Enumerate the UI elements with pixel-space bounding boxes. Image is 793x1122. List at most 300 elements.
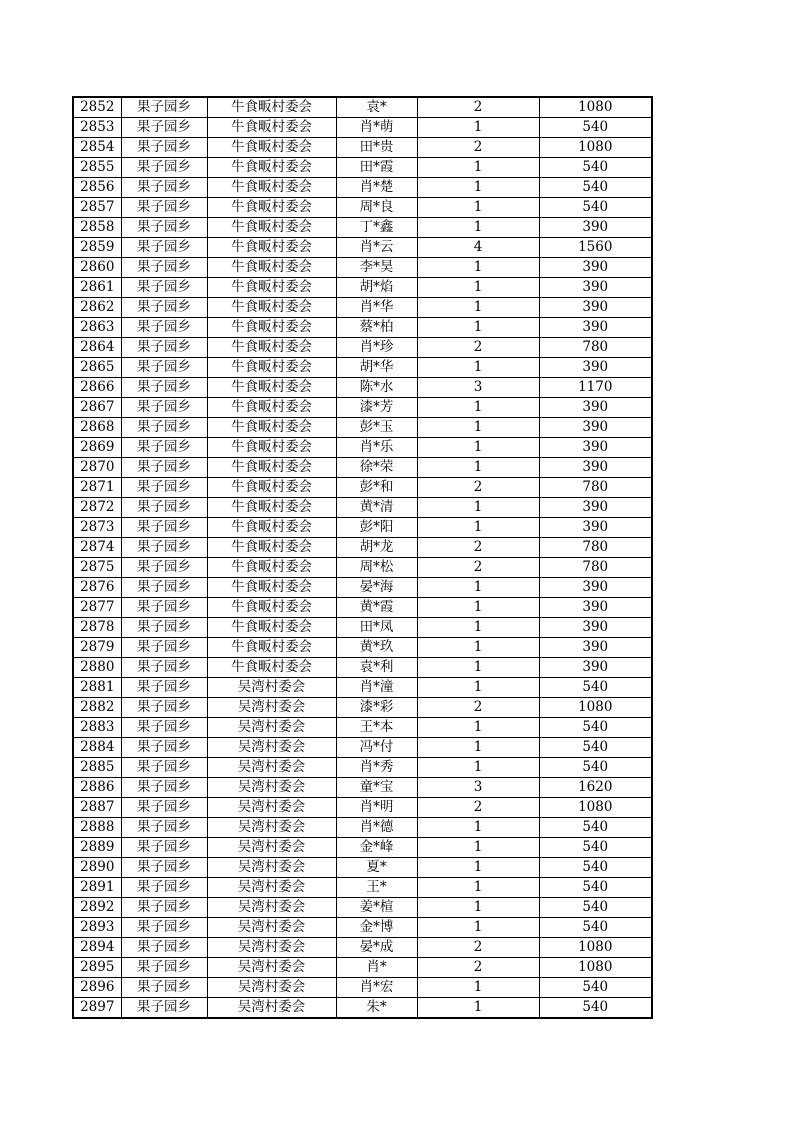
cell-amount: 540	[539, 758, 652, 778]
cell-count: 1	[417, 838, 539, 858]
cell-amount: 390	[539, 218, 652, 238]
cell-township: 果子园乡	[121, 678, 207, 698]
cell-amount: 390	[539, 638, 652, 658]
cell-count: 2	[417, 698, 539, 718]
table-row	[73, 798, 652, 818]
cell-village: 牛食畈村委会	[207, 278, 336, 298]
cell-township: 果子园乡	[121, 558, 207, 578]
cell-township: 果子园乡	[121, 178, 207, 198]
cell-township: 果子园乡	[121, 658, 207, 678]
cell-amount: 540	[539, 198, 652, 218]
cell-village: 牛食畈村委会	[207, 578, 336, 598]
cell-name: 胡*华	[336, 358, 417, 378]
cell-name: 肖*乐	[336, 438, 417, 458]
cell-village: 牛食畈村委会	[207, 258, 336, 278]
cell-amount: 540	[539, 918, 652, 938]
table-row	[73, 918, 652, 938]
cell-village: 吴湾村委会	[207, 738, 336, 758]
cell-amount: 1170	[539, 378, 652, 398]
cell-township: 果子园乡	[121, 698, 207, 718]
cell-township: 果子园乡	[121, 318, 207, 338]
table-row	[73, 218, 652, 238]
cell-township: 果子园乡	[121, 418, 207, 438]
cell-amount: 1080	[539, 698, 652, 718]
cell-amount: 540	[539, 978, 652, 998]
cell-township: 果子园乡	[121, 798, 207, 818]
table-row	[73, 698, 652, 718]
cell-serial: 2897	[73, 998, 121, 1019]
cell-name: 肖*萌	[336, 118, 417, 138]
table-row	[73, 598, 652, 618]
table-row	[73, 118, 652, 138]
cell-name: 肖*华	[336, 298, 417, 318]
cell-village: 吴湾村委会	[207, 858, 336, 878]
cell-township: 果子园乡	[121, 578, 207, 598]
cell-count: 2	[417, 798, 539, 818]
cell-count: 1	[417, 618, 539, 638]
cell-township: 果子园乡	[121, 618, 207, 638]
cell-township: 果子园乡	[121, 498, 207, 518]
table-row	[73, 178, 652, 198]
cell-count: 1	[417, 438, 539, 458]
cell-village: 吴湾村委会	[207, 978, 336, 998]
cell-village: 牛食畈村委会	[207, 458, 336, 478]
table-row	[73, 838, 652, 858]
cell-count: 1	[417, 878, 539, 898]
cell-name: 童*宝	[336, 778, 417, 798]
cell-name: 袁*利	[336, 658, 417, 678]
cell-serial: 2855	[73, 158, 121, 178]
cell-count: 3	[417, 378, 539, 398]
cell-name: 丁*鑫	[336, 218, 417, 238]
cell-serial: 2858	[73, 218, 121, 238]
cell-amount: 780	[539, 538, 652, 558]
table-row	[73, 618, 652, 638]
table-row	[73, 638, 652, 658]
cell-name: 黄*玖	[336, 638, 417, 658]
table-row	[73, 378, 652, 398]
cell-village: 吴湾村委会	[207, 678, 336, 698]
cell-township: 果子园乡	[121, 918, 207, 938]
table-row	[73, 978, 652, 998]
cell-township: 果子园乡	[121, 838, 207, 858]
cell-serial: 2887	[73, 798, 121, 818]
cell-count: 2	[417, 958, 539, 978]
table-row	[73, 298, 652, 318]
cell-amount: 1080	[539, 938, 652, 958]
cell-serial: 2896	[73, 978, 121, 998]
table-row	[73, 778, 652, 798]
cell-name: 李*昊	[336, 258, 417, 278]
cell-serial: 2880	[73, 658, 121, 678]
cell-village: 吴湾村委会	[207, 838, 336, 858]
cell-village: 牛食畈村委会	[207, 238, 336, 258]
cell-count: 1	[417, 738, 539, 758]
cell-count: 1	[417, 658, 539, 678]
table-row	[73, 158, 652, 178]
cell-name: 漆*彩	[336, 698, 417, 718]
cell-village: 牛食畈村委会	[207, 158, 336, 178]
cell-name: 肖*云	[336, 238, 417, 258]
table-row	[73, 578, 652, 598]
cell-village: 牛食畈村委会	[207, 358, 336, 378]
cell-serial: 2862	[73, 298, 121, 318]
roster-body	[73, 97, 652, 1018]
cell-name: 王*本	[336, 718, 417, 738]
cell-count: 1	[417, 898, 539, 918]
cell-count: 2	[417, 97, 539, 118]
cell-amount: 1560	[539, 238, 652, 258]
cell-amount: 390	[539, 398, 652, 418]
cell-amount: 390	[539, 278, 652, 298]
cell-village: 牛食畈村委会	[207, 418, 336, 438]
cell-township: 果子园乡	[121, 118, 207, 138]
cell-serial: 2865	[73, 358, 121, 378]
cell-serial: 2875	[73, 558, 121, 578]
table-row	[73, 138, 652, 158]
cell-count: 1	[417, 998, 539, 1019]
cell-serial: 2859	[73, 238, 121, 258]
cell-serial: 2853	[73, 118, 121, 138]
cell-amount: 390	[539, 458, 652, 478]
cell-village: 牛食畈村委会	[207, 97, 336, 118]
table-row	[73, 338, 652, 358]
cell-serial: 2877	[73, 598, 121, 618]
cell-village: 牛食畈村委会	[207, 198, 336, 218]
cell-name: 肖*潼	[336, 678, 417, 698]
cell-amount: 1620	[539, 778, 652, 798]
table-row	[73, 758, 652, 778]
cell-serial: 2852	[73, 97, 121, 118]
cell-name: 王*	[336, 878, 417, 898]
cell-township: 果子园乡	[121, 458, 207, 478]
cell-township: 果子园乡	[121, 398, 207, 418]
cell-amount: 390	[539, 298, 652, 318]
cell-township: 果子园乡	[121, 958, 207, 978]
table-row	[73, 718, 652, 738]
cell-serial: 2889	[73, 838, 121, 858]
cell-name: 姜*楦	[336, 898, 417, 918]
cell-amount: 780	[539, 558, 652, 578]
table-row	[73, 998, 652, 1019]
cell-name: 袁*	[336, 97, 417, 118]
cell-amount: 540	[539, 158, 652, 178]
cell-township: 果子园乡	[121, 338, 207, 358]
cell-serial: 2860	[73, 258, 121, 278]
cell-township: 果子园乡	[121, 898, 207, 918]
cell-count: 1	[417, 398, 539, 418]
cell-village: 牛食畈村委会	[207, 618, 336, 638]
cell-count: 1	[417, 158, 539, 178]
cell-serial: 2891	[73, 878, 121, 898]
cell-count: 3	[417, 778, 539, 798]
table-row	[73, 898, 652, 918]
table-row	[73, 458, 652, 478]
cell-township: 果子园乡	[121, 158, 207, 178]
cell-name: 朱*	[336, 998, 417, 1019]
cell-township: 果子园乡	[121, 438, 207, 458]
cell-village: 吴湾村委会	[207, 698, 336, 718]
cell-serial: 2884	[73, 738, 121, 758]
cell-name: 胡*焰	[336, 278, 417, 298]
cell-amount: 540	[539, 738, 652, 758]
cell-village: 牛食畈村委会	[207, 178, 336, 198]
table-row	[73, 658, 652, 678]
cell-count: 2	[417, 338, 539, 358]
cell-amount: 540	[539, 838, 652, 858]
cell-name: 胡*龙	[336, 538, 417, 558]
cell-name: 陈*水	[336, 378, 417, 398]
cell-village: 吴湾村委会	[207, 938, 336, 958]
cell-village: 吴湾村委会	[207, 918, 336, 938]
cell-township: 果子园乡	[121, 738, 207, 758]
cell-serial: 2872	[73, 498, 121, 518]
table-row	[73, 318, 652, 338]
cell-village: 牛食畈村委会	[207, 658, 336, 678]
cell-serial: 2876	[73, 578, 121, 598]
cell-village: 牛食畈村委会	[207, 338, 336, 358]
cell-amount: 540	[539, 818, 652, 838]
cell-amount: 540	[539, 998, 652, 1019]
cell-village: 牛食畈村委会	[207, 538, 336, 558]
cell-count: 1	[417, 178, 539, 198]
cell-name: 漆*芳	[336, 398, 417, 418]
cell-village: 吴湾村委会	[207, 818, 336, 838]
cell-count: 1	[417, 198, 539, 218]
cell-amount: 540	[539, 898, 652, 918]
cell-serial: 2864	[73, 338, 121, 358]
cell-serial: 2854	[73, 138, 121, 158]
cell-serial: 2867	[73, 398, 121, 418]
cell-township: 果子园乡	[121, 358, 207, 378]
cell-village: 吴湾村委会	[207, 998, 336, 1019]
cell-serial: 2886	[73, 778, 121, 798]
cell-count: 1	[417, 498, 539, 518]
cell-count: 1	[417, 758, 539, 778]
cell-township: 果子园乡	[121, 758, 207, 778]
cell-count: 4	[417, 238, 539, 258]
cell-count: 1	[417, 418, 539, 438]
cell-count: 1	[417, 118, 539, 138]
cell-name: 晏*成	[336, 938, 417, 958]
cell-count: 2	[417, 558, 539, 578]
cell-amount: 390	[539, 618, 652, 638]
cell-name: 肖*	[336, 958, 417, 978]
cell-count: 1	[417, 918, 539, 938]
cell-name: 肖*楚	[336, 178, 417, 198]
cell-name: 夏*	[336, 858, 417, 878]
cell-amount: 540	[539, 678, 652, 698]
cell-village: 吴湾村委会	[207, 798, 336, 818]
cell-village: 吴湾村委会	[207, 758, 336, 778]
table-row	[73, 358, 652, 378]
cell-count: 1	[417, 458, 539, 478]
cell-township: 果子园乡	[121, 138, 207, 158]
cell-amount: 780	[539, 338, 652, 358]
cell-amount: 1080	[539, 798, 652, 818]
cell-name: 田*霞	[336, 158, 417, 178]
cell-serial: 2861	[73, 278, 121, 298]
table-row	[73, 418, 652, 438]
cell-name: 彭*玉	[336, 418, 417, 438]
cell-amount: 390	[539, 438, 652, 458]
cell-serial: 2871	[73, 478, 121, 498]
cell-count: 1	[417, 978, 539, 998]
cell-village: 牛食畈村委会	[207, 298, 336, 318]
cell-township: 果子园乡	[121, 378, 207, 398]
cell-village: 牛食畈村委会	[207, 438, 336, 458]
table-row	[73, 238, 652, 258]
cell-count: 1	[417, 818, 539, 838]
cell-township: 果子园乡	[121, 818, 207, 838]
cell-village: 牛食畈村委会	[207, 638, 336, 658]
cell-village: 牛食畈村委会	[207, 378, 336, 398]
cell-serial: 2874	[73, 538, 121, 558]
cell-township: 果子园乡	[121, 478, 207, 498]
cell-village: 牛食畈村委会	[207, 478, 336, 498]
cell-township: 果子园乡	[121, 718, 207, 738]
cell-village: 牛食畈村委会	[207, 518, 336, 538]
cell-count: 1	[417, 218, 539, 238]
cell-serial: 2879	[73, 638, 121, 658]
table-row	[73, 498, 652, 518]
table-row	[73, 958, 652, 978]
cell-amount: 390	[539, 318, 652, 338]
cell-name: 黄*霞	[336, 598, 417, 618]
cell-serial: 2868	[73, 418, 121, 438]
cell-amount: 390	[539, 498, 652, 518]
cell-serial: 2885	[73, 758, 121, 778]
cell-village: 牛食畈村委会	[207, 138, 336, 158]
cell-amount: 390	[539, 598, 652, 618]
table-row	[73, 538, 652, 558]
table-row	[73, 678, 652, 698]
cell-village: 吴湾村委会	[207, 958, 336, 978]
cell-township: 果子园乡	[121, 97, 207, 118]
cell-amount: 1080	[539, 138, 652, 158]
cell-name: 肖*秀	[336, 758, 417, 778]
table-row	[73, 738, 652, 758]
cell-township: 果子园乡	[121, 778, 207, 798]
cell-township: 果子园乡	[121, 218, 207, 238]
cell-township: 果子园乡	[121, 198, 207, 218]
cell-name: 田*凤	[336, 618, 417, 638]
cell-count: 2	[417, 538, 539, 558]
table-row	[73, 478, 652, 498]
cell-name: 冯*付	[336, 738, 417, 758]
cell-serial: 2866	[73, 378, 121, 398]
cell-township: 果子园乡	[121, 598, 207, 618]
cell-serial: 2894	[73, 938, 121, 958]
cell-serial: 2873	[73, 518, 121, 538]
cell-amount: 390	[539, 358, 652, 378]
cell-name: 晏*海	[336, 578, 417, 598]
table-row	[73, 198, 652, 218]
table-row	[73, 97, 652, 118]
cell-amount: 780	[539, 478, 652, 498]
cell-village: 牛食畈村委会	[207, 498, 336, 518]
cell-count: 2	[417, 138, 539, 158]
cell-township: 果子园乡	[121, 638, 207, 658]
cell-serial: 2895	[73, 958, 121, 978]
cell-village: 牛食畈村委会	[207, 598, 336, 618]
cell-name: 周*松	[336, 558, 417, 578]
table-row	[73, 518, 652, 538]
cell-count: 1	[417, 278, 539, 298]
cell-count: 2	[417, 938, 539, 958]
cell-name: 肖*宏	[336, 978, 417, 998]
cell-name: 田*贵	[336, 138, 417, 158]
cell-village: 牛食畈村委会	[207, 218, 336, 238]
cell-name: 金*博	[336, 918, 417, 938]
cell-township: 果子园乡	[121, 278, 207, 298]
cell-village: 吴湾村委会	[207, 718, 336, 738]
table-row	[73, 278, 652, 298]
cell-township: 果子园乡	[121, 858, 207, 878]
cell-amount: 390	[539, 578, 652, 598]
table-row	[73, 398, 652, 418]
cell-village: 牛食畈村委会	[207, 118, 336, 138]
cell-village: 牛食畈村委会	[207, 398, 336, 418]
cell-amount: 540	[539, 858, 652, 878]
cell-name: 彭*和	[336, 478, 417, 498]
table-row	[73, 558, 652, 578]
table-row	[73, 858, 652, 878]
table-row	[73, 878, 652, 898]
cell-name: 蔡*柏	[336, 318, 417, 338]
cell-amount: 1080	[539, 958, 652, 978]
table-row	[73, 438, 652, 458]
cell-count: 1	[417, 718, 539, 738]
cell-village: 牛食畈村委会	[207, 558, 336, 578]
cell-serial: 2882	[73, 698, 121, 718]
table-row	[73, 938, 652, 958]
cell-name: 肖*德	[336, 818, 417, 838]
cell-township: 果子园乡	[121, 518, 207, 538]
cell-name: 金*峰	[336, 838, 417, 858]
cell-count: 1	[417, 678, 539, 698]
cell-count: 1	[417, 318, 539, 338]
cell-serial: 2856	[73, 178, 121, 198]
cell-township: 果子园乡	[121, 258, 207, 278]
cell-village: 牛食畈村委会	[207, 318, 336, 338]
cell-township: 果子园乡	[121, 878, 207, 898]
cell-village: 吴湾村委会	[207, 898, 336, 918]
cell-township: 果子园乡	[121, 938, 207, 958]
cell-amount: 390	[539, 658, 652, 678]
cell-name: 徐*荣	[336, 458, 417, 478]
cell-amount: 390	[539, 258, 652, 278]
roster-table	[72, 96, 653, 1019]
cell-township: 果子园乡	[121, 998, 207, 1019]
cell-serial: 2890	[73, 858, 121, 878]
cell-serial: 2863	[73, 318, 121, 338]
cell-name: 黄*清	[336, 498, 417, 518]
cell-township: 果子园乡	[121, 238, 207, 258]
cell-count: 1	[417, 258, 539, 278]
cell-name: 彭*阳	[336, 518, 417, 538]
cell-count: 1	[417, 858, 539, 878]
cell-amount: 540	[539, 178, 652, 198]
cell-count: 1	[417, 598, 539, 618]
cell-serial: 2881	[73, 678, 121, 698]
cell-count: 1	[417, 518, 539, 538]
cell-serial: 2878	[73, 618, 121, 638]
cell-amount: 540	[539, 718, 652, 738]
cell-count: 1	[417, 578, 539, 598]
cell-amount: 390	[539, 418, 652, 438]
cell-amount: 540	[539, 878, 652, 898]
